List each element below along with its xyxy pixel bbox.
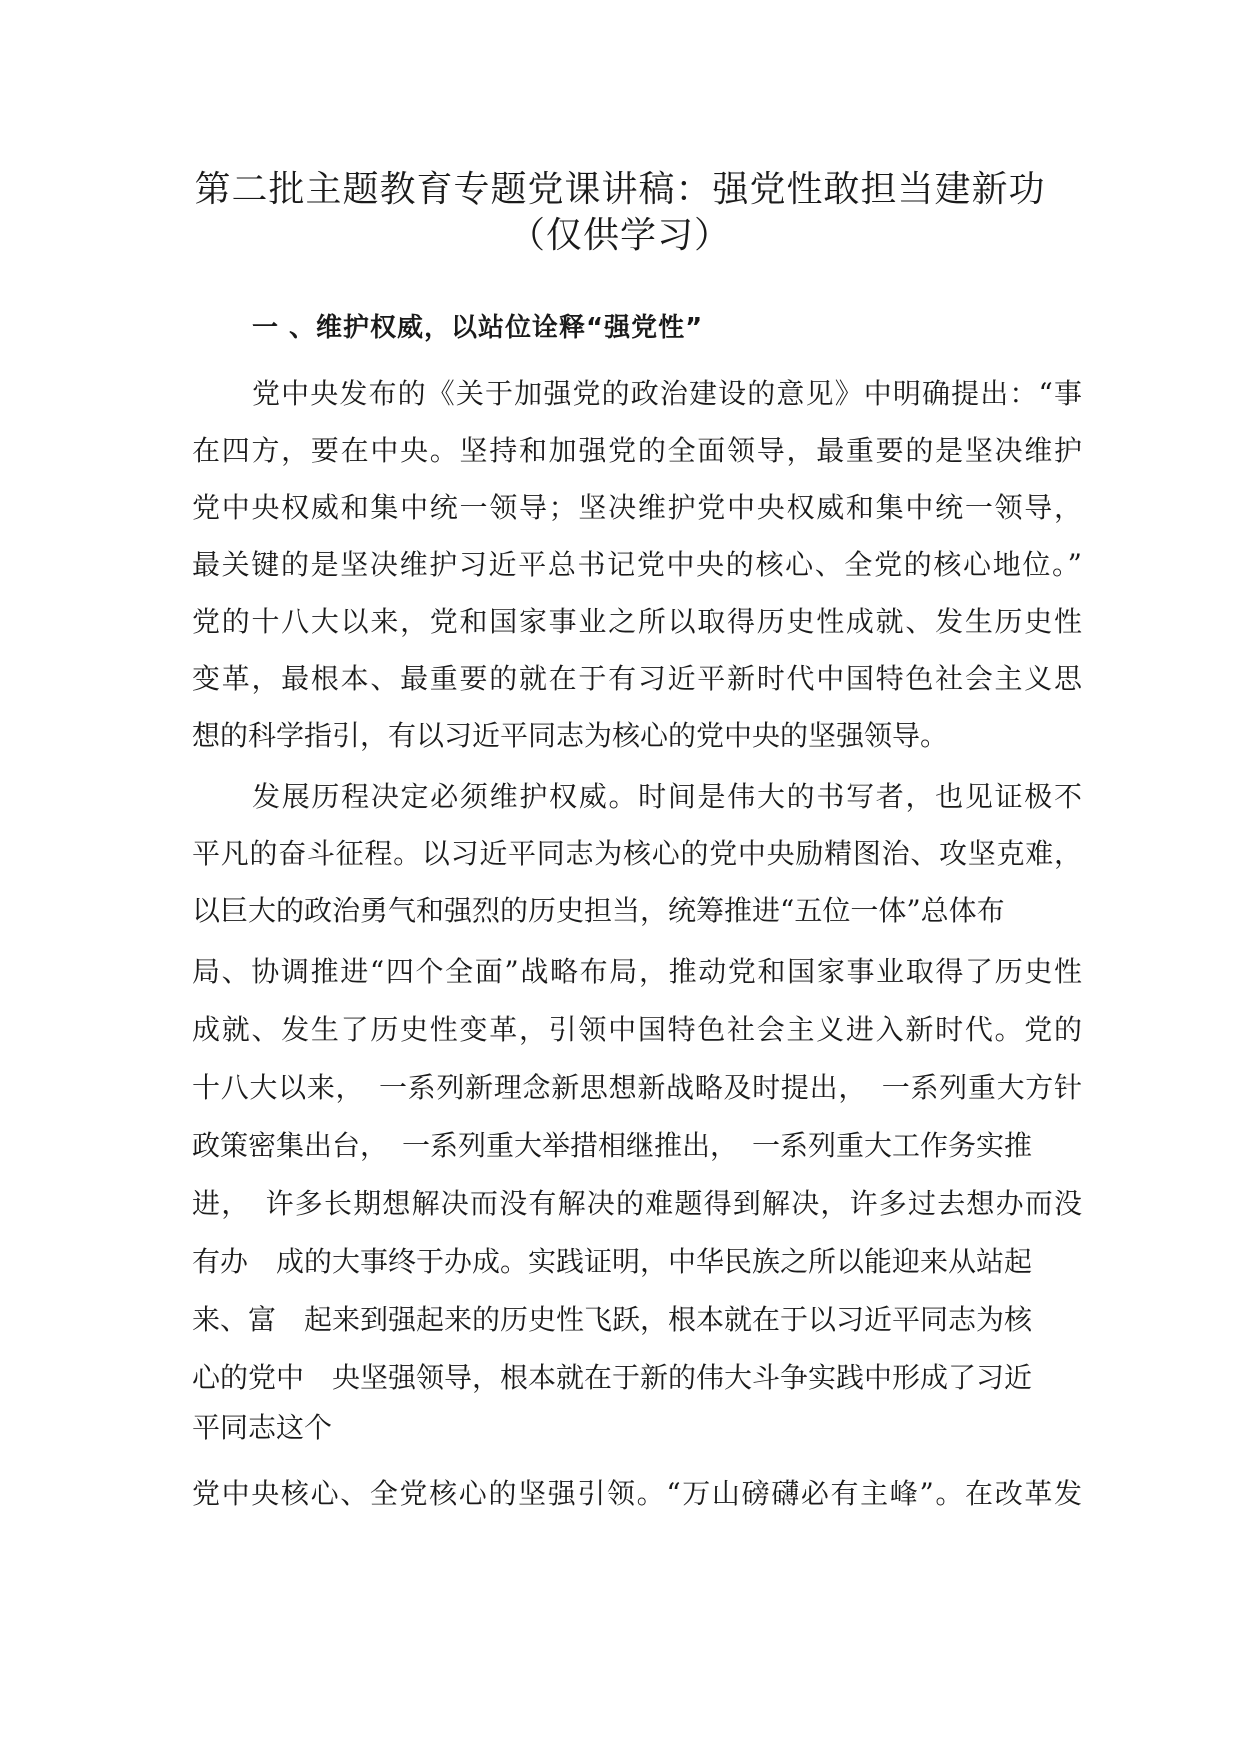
body-line: 有办 成的大事终于办成。实践证明，中华民族之所以能迎来从站起 bbox=[192, 1245, 1033, 1278]
body-line: 发展历程决定必须维护权威。时间是伟大的书写者，也见证极不 bbox=[252, 780, 1082, 813]
document-title-line2: （仅供学习） bbox=[508, 215, 731, 256]
body-line: 党中央核心、全党核心的坚强引领。“万山磅礴必有主峰”。在改革发 bbox=[192, 1477, 1082, 1510]
body-line: 平同志这个 bbox=[192, 1411, 333, 1444]
body-line: 党中央发布的《关于加强党的政治建设的意见》中明确提出：“事 bbox=[252, 377, 1082, 410]
body-line: 以巨大的政治勇气和强烈的历史担当，统筹推进“五位一体”总体布 bbox=[192, 894, 1005, 927]
body-line: 党中央权威和集中统一领导；坚决维护党中央权威和集中统一领导， bbox=[192, 491, 1082, 524]
body-line: 平凡的奋斗征程。以习近平同志为核心的党中央励精图治、攻坚克难， bbox=[192, 837, 1082, 870]
body-line: 政策密集出台， 一系列重大举措相继推出， 一系列重大工作务实推 bbox=[192, 1129, 1033, 1162]
document-title-line1: 第二批主题教育专题党课讲稿：强党性敢担当建新功 bbox=[194, 169, 1046, 210]
body-line: 十八大以来， 一系列新理念新思想新战略及时提出， 一系列重大方针 bbox=[192, 1071, 1082, 1104]
body-line: 局、协调推进“四个全面”战略布局，推动党和国家事业取得了历史性 bbox=[192, 955, 1082, 988]
body-line: 党的十八大以来，党和国家事业之所以取得历史性成就、发生历史性 bbox=[192, 605, 1082, 638]
body-line: 来、富 起来到强起来的历史性飞跃，根本就在于以习近平同志为核 bbox=[192, 1303, 1033, 1336]
body-line: 在四方，要在中央。坚持和加强党的全面领导，最重要的是坚决维护 bbox=[192, 434, 1082, 467]
body-line: 最关键的是坚决维护习近平总书记党中央的核心、全党的核心地位。” bbox=[192, 548, 1082, 581]
body-line: 进， 许多长期想解决而没有解决的难题得到解决，许多过去想办而没 bbox=[192, 1187, 1082, 1220]
body-line: 成就、发生了历史性变革，引领中国特色社会主义进入新时代。党的 bbox=[192, 1013, 1082, 1046]
section-heading: 一 、维护权威，以站位诠释“强党性” bbox=[252, 313, 704, 343]
body-line: 心的党中 央坚强领导，根本就在于新的伟大斗争实践中形成了习近 bbox=[192, 1361, 1033, 1394]
body-line: 变革，最根本、最重要的就在于有习近平新时代中国特色社会主义思 bbox=[192, 662, 1082, 695]
body-line: 想的科学指引，有以习近平同志为核心的党中央的坚强领导。 bbox=[192, 719, 949, 752]
